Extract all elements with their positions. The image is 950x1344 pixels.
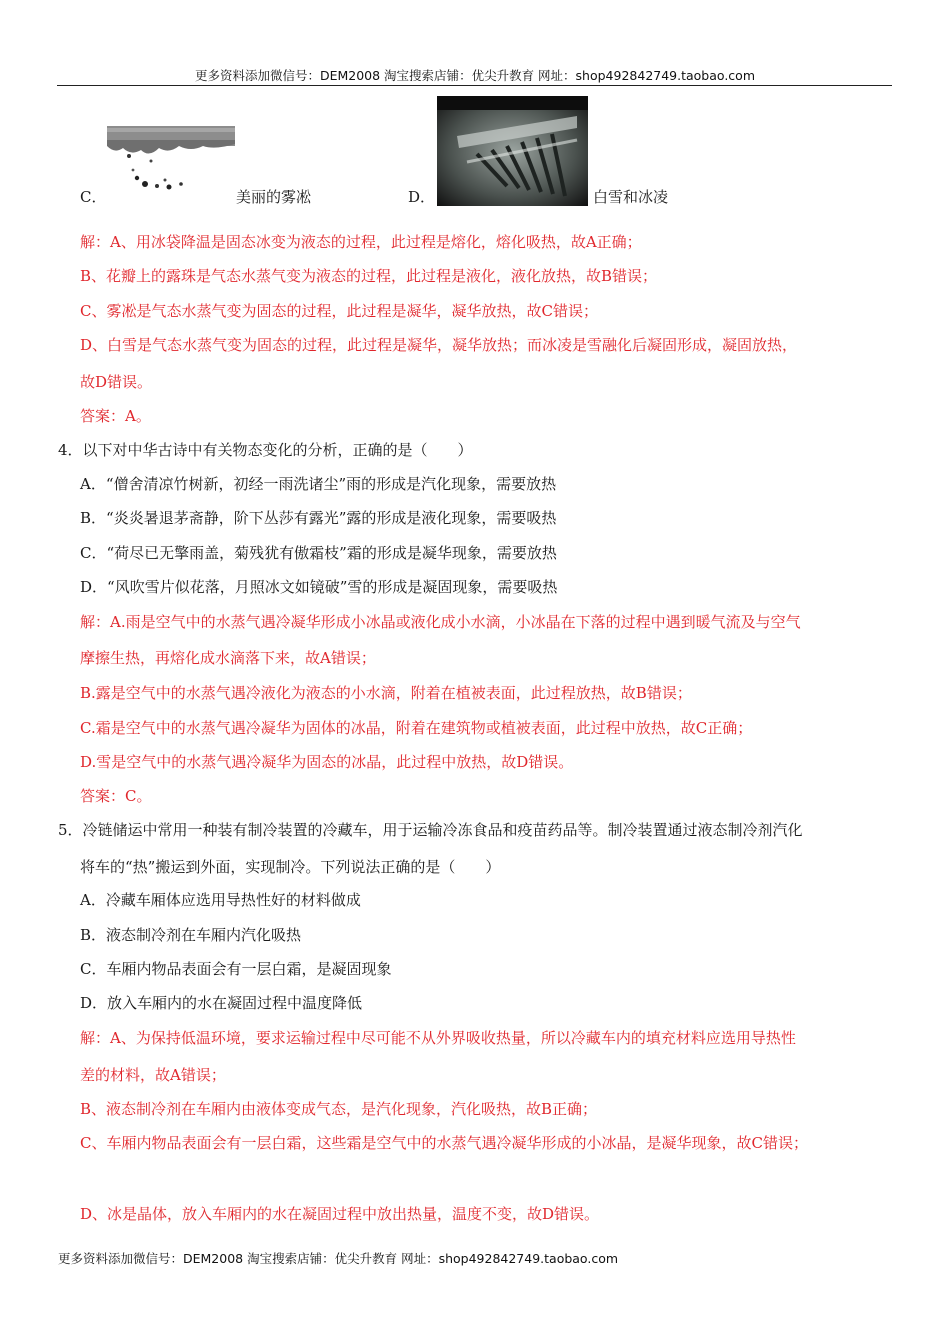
q3-solution-d-1: D、白雪是气态水蒸气变为固态的过程，此过程是凝华，凝华放热；而冰凌是雪融化后凝固形成，凝固放热， [80,336,798,354]
q4-option-c: C．“荷尽已无擎雨盖，菊残犹有傲霜枝”霜的形成是凝华现象，需要放热 [80,544,557,562]
q5-option-b: B．液态制冷剂在车厢内汽化吸热 [80,926,302,944]
q4-solution-d: D.雪是空气中的水蒸气遇冷凝华为固态的冰晶，此过程中放热，故D错误。 [80,753,574,771]
q5-option-c: C．车厢内物品表面会有一层白霜，是凝固现象 [80,960,392,978]
q4-solution-a-2: 摩擦生热，再熔化成水滴落下来，故A错误； [80,649,376,667]
q5-solution-c: C、车厢内物品表面会有一层白霜，这些霜是空气中的水蒸气遇冷凝华形成的小冰晶，是凝华现象，故C错误； [80,1134,808,1152]
snow-icicle-image [437,96,588,206]
q5-stem-2: 将车的“热”搬运到外面，实现制冷。下列说法正确的是（ ） [80,858,501,876]
q5-stem-1: 5．冷链储运中常用一种装有制冷装置的冷藏车，用于运输冷冻食品和疫苗药品等。制冷装置通过液态制冷剂汽化 [58,821,803,839]
q4-option-b: B．“炎炎暑退茅斋静，阶下丛莎有露光”露的形成是液化现象，需要吸热 [80,509,557,527]
option-c-label: C． [80,188,107,206]
q5-option-d: D．放入车厢内的水在凝固过程中温度降低 [80,994,363,1012]
option-c-caption: 美丽的雾凇 [236,188,312,206]
q3-solution-b: B、花瓣上的露珠是气态水蒸气变为液态的过程，此过程是液化，液化放热，故B错误； [80,267,658,285]
q3-solution-c: C、雾凇是气态水蒸气变为固态的过程，此过程是凝华，凝华放热，故C错误； [80,302,598,320]
q3-solution-a: 解：A、用冰袋降温是固态冰变为液态的过程，此过程是熔化，熔化吸热，故A正确； [80,233,642,251]
q5-solution-a-1: 解：A、为保持低温环境，要求运输过程中尽可能不从外界吸收热量，所以冷藏车内的填充材料应选用导热性 [80,1029,796,1047]
q5-solution-a-2: 差的材料，故A错误； [80,1066,226,1084]
page-header: 更多资料添加微信号：DEM2008 淘宝搜索店铺：优尖升教育 网址：shop492842749.taobao.com [194,68,756,83]
rime-fog-image [107,126,235,194]
q4-answer: 答案：C。 [80,787,152,805]
option-d-caption: 白雪和冰凌 [593,188,669,206]
q4-solution-b: B.露是空气中的水蒸气遇冷液化为液态的小水滴，附着在植被表面，此过程放热，故B错误； [80,684,692,702]
option-d-label: D． [408,188,436,206]
q5-solution-d: D、冰是晶体，放入车厢内的水在凝固过程中放出热量，温度不变，故D错误。 [80,1205,600,1223]
q3-answer: 答案：A。 [80,407,151,425]
header-rule [57,85,892,86]
q5-solution-b: B、液态制冷剂在车厢内由液体变成气态，是汽化现象，汽化吸热，故B正确； [80,1100,598,1118]
q4-option-a: A．“僧舍清凉竹树新，初经一雨洗诸尘”雨的形成是汽化现象，需要放热 [80,475,557,493]
q4-solution-a-1: 解：A.雨是空气中的水蒸气遇冷凝华形成小冰晶或液化成小水滴，小冰晶在下落的过程中遇到暖气流及与空气 [80,613,801,631]
q4-stem: 4．以下对中华古诗中有关物态变化的分析，正确的是（ ） [58,441,473,459]
q4-solution-c: C.霜是空气中的水蒸气遇冷凝华为固体的冰晶，附着在建筑物或植被表面，此过程中放热，故C正确； [80,719,753,737]
q3-solution-d-2: 故D错误。 [80,373,153,391]
page-footer: 更多资料添加微信号：DEM2008 淘宝搜索店铺：优尖升教育 网址：shop492842749.taobao.com [58,1251,619,1266]
q4-option-d: D．“风吹雪片似花落，月照冰文如镜破”雪的形成是凝固现象，需要吸热 [80,578,558,596]
q5-option-a: A．冷藏车厢体应选用导热性好的材料做成 [80,891,361,909]
